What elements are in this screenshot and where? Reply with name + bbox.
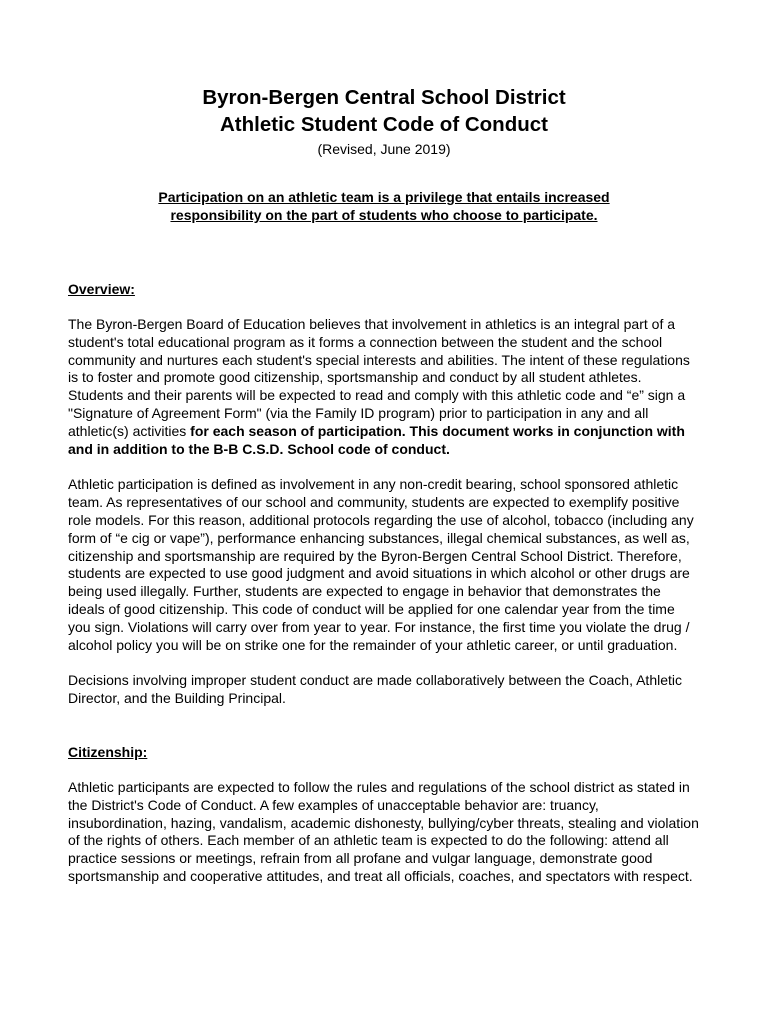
citizenship-heading: Citizenship: [68,743,148,760]
overview-paragraph-2: Athletic participation is defined as involvement in any non-credit bearing, school sponsored athletic team. As representatives of our school and community, students are expected to exemplify positive role models. For this reason, additional protocols regarding the use of alcohol, tobacco (including any form of “e cig or vape”), performance enhancing substances, illegal chemical substances, as well as, citizenship and sportsmanship are required by the Byron-Bergen Central School District. Therefore, students are expected to use good judgment and avoid situations in which alcohol or other drugs are being used illegally. Further, students are expected to engage in behavior that demonstrates the ideals of good citizenship. This code of conduct will be applied for one calendar year from the time you sign. Violations will carry over from year to year. For instance, the first time you violate the drug / alcohol policy you will be on strike one for the remainder of your athletic career, or until graduation. [68,476,694,653]
revision-date: (Revised, June 2019) [317,141,451,157]
overview-paragraph-3: Decisions involving improper student conduct are made collaboratively between the Coach, Athletic Director, and the Building Principal. [68,672,683,707]
overview-paragraph-1-bold: for each season of participation. This document works in conjunction with and in addition to the B-B C.S.D. School code of conduct. [68,422,685,457]
privilege-line-2: responsibility on the part of students who choose to participate. [170,207,598,223]
privilege-statement [68,188,700,224]
overview-paragraph-1 [68,316,700,458]
title-line-code: Athletic Student Code of Conduct [220,113,548,136]
document-title [68,84,700,138]
overview-paragraph-1-text: The Byron-Bergen Board of Education believes that involvement in athletics is an integral part of a student's total educational program as it forms a connection between the student and the school community and nurtures each student's special interests and abilities. The intent of these regulations is to foster and promote good citizenship, sportsmanship and conduct by all student athletes. Students and their parents will be expected to read and comply with this athletic code and “e” sign a "Signature of Agreement Form" (via the Family ID program) prior to participation in any and all athletic(s) activities [68,316,690,439]
citizenship-paragraph-1: Athletic participants are expected to follow the rules and regulations of the school district as stated in the District's Code of Conduct. A few examples of unacceptable behavior are: truancy, insubordination, hazing, vandalism, academic dishonesty, bullying/cyber threats, stealing and violation of the rights of others. Each member of an athletic team is expected to do the following: attend all practice sessions or meetings, refrain from all profane and vulgar language, demonstrate good sportsmanship and cooperative attitudes, and treat all officials, coaches, and spectators with respect. [68,778,699,884]
title-line-district: Byron-Bergen Central School District [202,86,566,109]
overview-heading: Overview: [68,281,135,297]
document-page [68,84,700,886]
privilege-line-1: Participation on an athletic team is a privilege that entails increased [158,189,610,205]
